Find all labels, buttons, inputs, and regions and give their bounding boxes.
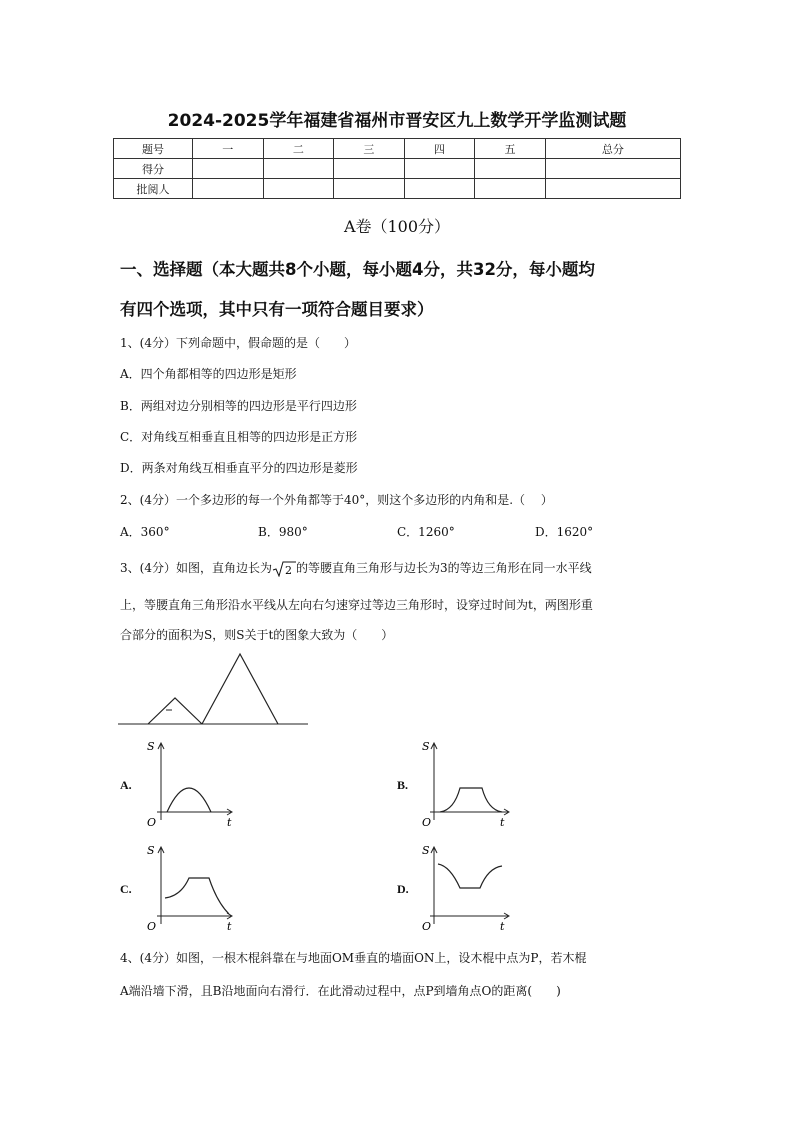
score-table-header-row: [114, 139, 681, 159]
page-title: 2024-2025学年福建省福州市晋安区九上数学开学监测试题: [167, 111, 627, 131]
axis-label-o: O: [422, 816, 432, 829]
score-table-row: [114, 179, 681, 199]
q3-stem-line3: 合部分的面积为S，则S关于t的图象大致为（ ）: [120, 628, 394, 642]
table-cell: 二: [263, 139, 334, 159]
q3-stem-line1: [120, 559, 592, 577]
q1-stem: 1、(4分）下列命题中，假命题的是（ ）: [120, 336, 356, 350]
table-cell: [545, 159, 680, 179]
table-cell: 三: [334, 139, 405, 159]
equilateral-triangle: [202, 654, 278, 724]
q1-option-a: A．四个角都相等的四边形是矩形: [120, 367, 297, 381]
q1-option-c: C．对角线互相垂直且相等的四边形是正方形: [120, 430, 358, 444]
table-cell: [404, 159, 475, 179]
axis-label-s: S: [147, 740, 155, 753]
axis-label-o: O: [147, 816, 157, 829]
q2-stem: 2、(4分）一个多边形的每一个外角都等于40°，则这个多边形的内角和是.（ ）: [120, 493, 553, 507]
axis-label-s: S: [422, 844, 430, 857]
q3-triangles-figure: [118, 648, 313, 730]
q3-option-d-label: D.: [397, 882, 409, 896]
axis-label-t: t: [500, 920, 505, 933]
curve-d: [438, 864, 502, 888]
score-table-row: [114, 159, 681, 179]
q3-stem-a: 3、(4分）如图，直角边长为: [120, 561, 272, 575]
table-cell: [475, 159, 546, 179]
table-cell: 总分: [545, 139, 680, 159]
q3-graph-b: [420, 738, 515, 830]
score-table: [113, 138, 681, 199]
table-cell: 一: [193, 139, 264, 159]
q4-stem-line1: 4、(4分）如图，一根木棍斜靠在与地面OM垂直的墙面ON上，设木棍中点为P，若木棍: [120, 951, 587, 965]
section-a-heading: A卷（100分）: [343, 217, 451, 236]
q3-graph-d: [420, 842, 515, 934]
table-cell: 批阅人: [114, 179, 193, 199]
table-cell: [545, 179, 680, 199]
curve-b: [440, 788, 502, 812]
table-cell: [404, 179, 475, 199]
q4-stem-line2: A端沿墙下滑，且B沿地面向右滑行．在此滑动过程中，点P到墙角点O的距离( ): [120, 984, 561, 998]
axis-label-t: t: [227, 920, 232, 933]
part1-heading-line1: 一、选择题（本大题共8个小题，每小题4分，共32分，每小题均: [120, 260, 595, 279]
q1-option-d: D．两条对角线互相垂直平分的四边形是菱形: [120, 461, 358, 475]
q3-graph-a: [143, 738, 238, 830]
axis-label-o: O: [422, 920, 432, 933]
curve-c: [165, 878, 229, 914]
table-cell: [193, 179, 264, 199]
table-cell: 题号: [114, 139, 193, 159]
q3-stem-b: 的等腰直角三角形与边长为3的等边三角形在同一水平线: [295, 561, 592, 575]
table-cell: [263, 159, 334, 179]
curve-a: [167, 788, 211, 812]
table-cell: 四: [404, 139, 475, 159]
sqrt-arg: 2: [284, 563, 292, 577]
q2-option-a: A．360°: [120, 525, 170, 539]
table-cell: 得分: [114, 159, 193, 179]
q2-option-b: B．980°: [258, 525, 308, 539]
isosceles-right-triangle: [148, 698, 202, 724]
q3-option-a-label: A.: [120, 778, 132, 792]
table-cell: [334, 159, 405, 179]
axis-label-o: O: [147, 920, 157, 933]
table-cell: [263, 179, 334, 199]
axis-label-s: S: [147, 844, 155, 857]
q3-option-b-label: B.: [397, 778, 409, 792]
q3-option-c-label: C.: [120, 882, 132, 896]
axis-label-s: S: [422, 740, 430, 753]
table-cell: [334, 179, 405, 199]
q2-option-c: C．1260°: [397, 525, 455, 539]
axis-label-t: t: [500, 816, 505, 829]
q2-option-d: D．1620°: [535, 525, 594, 539]
q1-option-b: B．两组对边分别相等的四边形是平行四边形: [120, 399, 357, 413]
table-cell: [475, 179, 546, 199]
axis-label-t: t: [227, 816, 232, 829]
q3-stem-line2: 上，等腰直角三角形沿水平线从左向右匀速穿过等边三角形时，设穿过时间为t，两图形重: [120, 598, 593, 612]
table-cell: [193, 159, 264, 179]
q3-graph-c: [143, 842, 238, 934]
table-cell: 五: [475, 139, 546, 159]
part1-heading-line2: 有四个选项，其中只有一项符合题目要求）: [120, 300, 434, 319]
sqrt-icon: [272, 561, 296, 577]
